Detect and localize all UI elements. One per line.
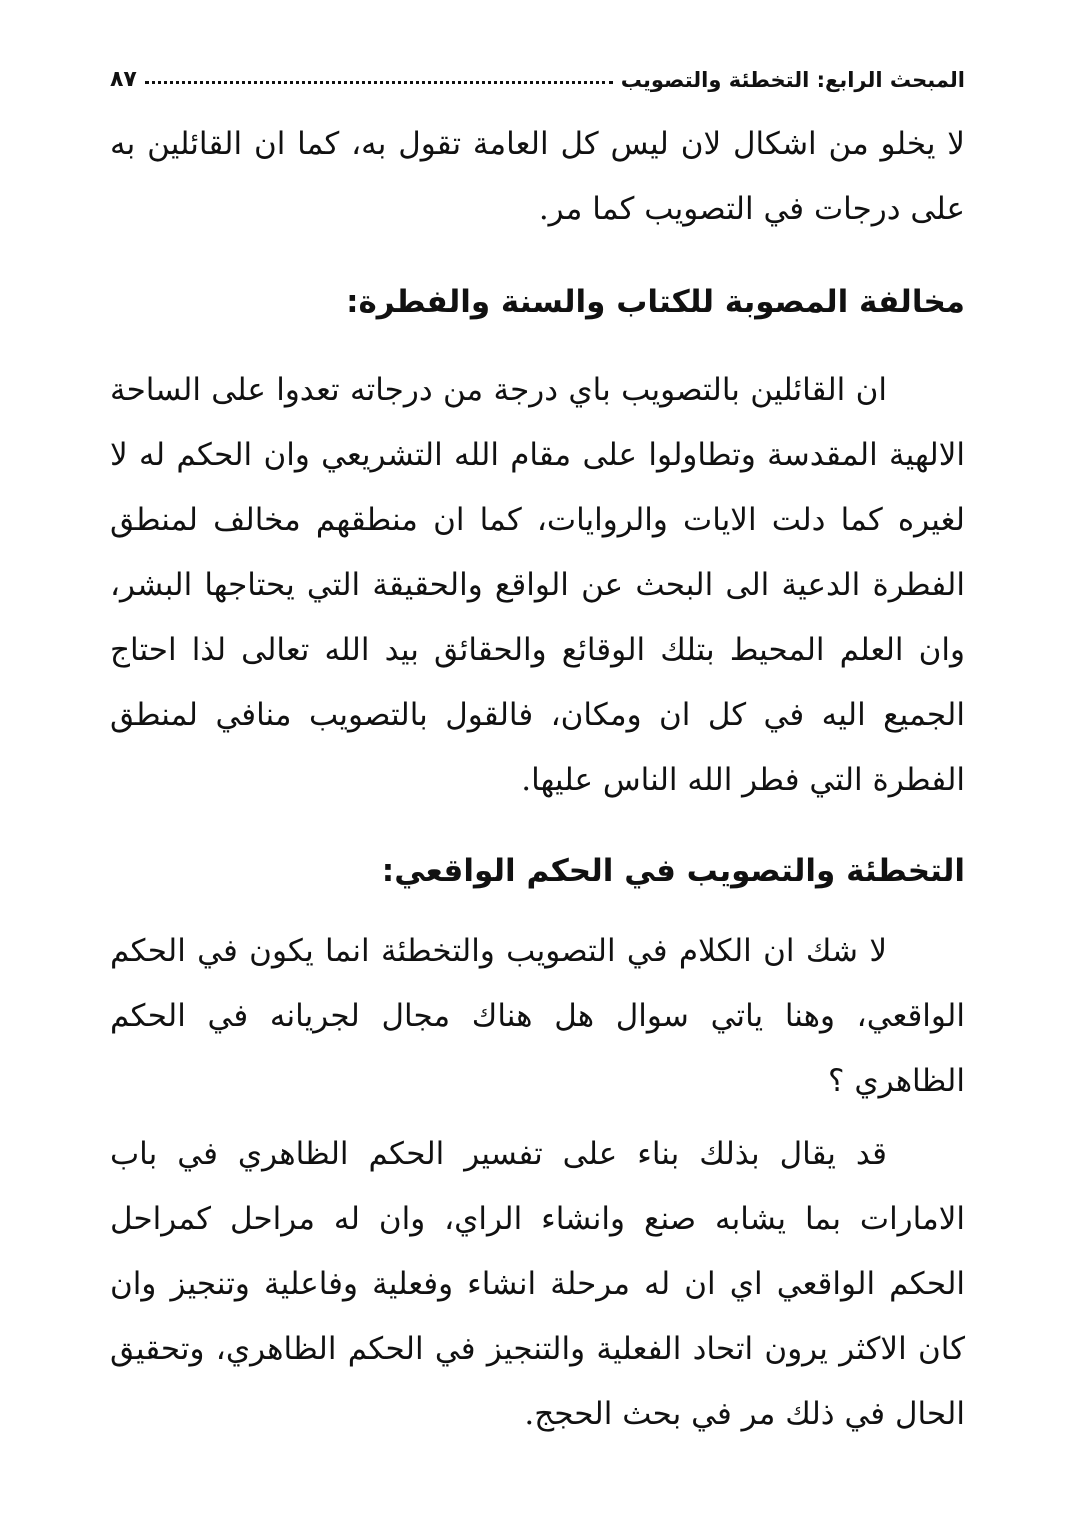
- paragraph-apparent-ruling: قد يقال بذلك بناء على تفسير الحكم الظاهري في باب الامارات بما يشابه صنع وانشاء الراي، وان له مراحل كمراحل الحكم الواقعي اي ان له مرحلة انشاء وفعلية وفاعلية وتنجيز وان كان الاكثر يرون اتحاد الفعلية والتنجيز في الحكم الظاهري، وتحقيق الحال في ذلك مر في بحث الحجج.: [110, 1136, 965, 1432]
- section-heading-opposition: مخالفة المصوبة للكتاب والسنة والفطرة:: [346, 284, 965, 320]
- section-heading-real-ruling: التخطئة والتصويب في الحكم الواقعي:: [381, 853, 965, 889]
- paragraph-real-ruling: لا شك ان الكلام في التصويب والتخطئة انما يكون في الحكم الواقعي، وهنا ياتي سوال هل هناك مجال لجريانه في الحكم الظاهري ؟: [110, 933, 965, 1099]
- paragraph-continuation: لا يخلو من اشكال لان ليس كل العامة تقول به، كما ان القائلين به على درجات في التصويب كما مر.: [110, 126, 965, 227]
- page-body: [110, 112, 965, 1447]
- page-number: ٨٧: [110, 67, 137, 92]
- header-title: المبحث الرابع: التخطئة والتصويب: [620, 68, 965, 92]
- running-header: [110, 52, 965, 92]
- paragraph-opposition: ان القائلين بالتصويب باي درجة من درجاته تعدوا على الساحة الالهية المقدسة وتطاولوا على مقام الله التشريعي وان الحكم له لا لغيره كما دلت الايات والروايات، كما ان منطقهم مخالف لمنطق الفطرة الدعية الى البحث عن الواقع والحقيقة التي يحتاجها البشر، وان العلم المحيط بتلك الوقائع والحقائق بيد الله تعالى لذا احتاج الجميع اليه في كل ان ومكان، فالقول بالتصويب منافي لمنطق الفطرة التي فطر الله الناس عليها.: [110, 372, 965, 798]
- header-leader-dots: [145, 80, 613, 84]
